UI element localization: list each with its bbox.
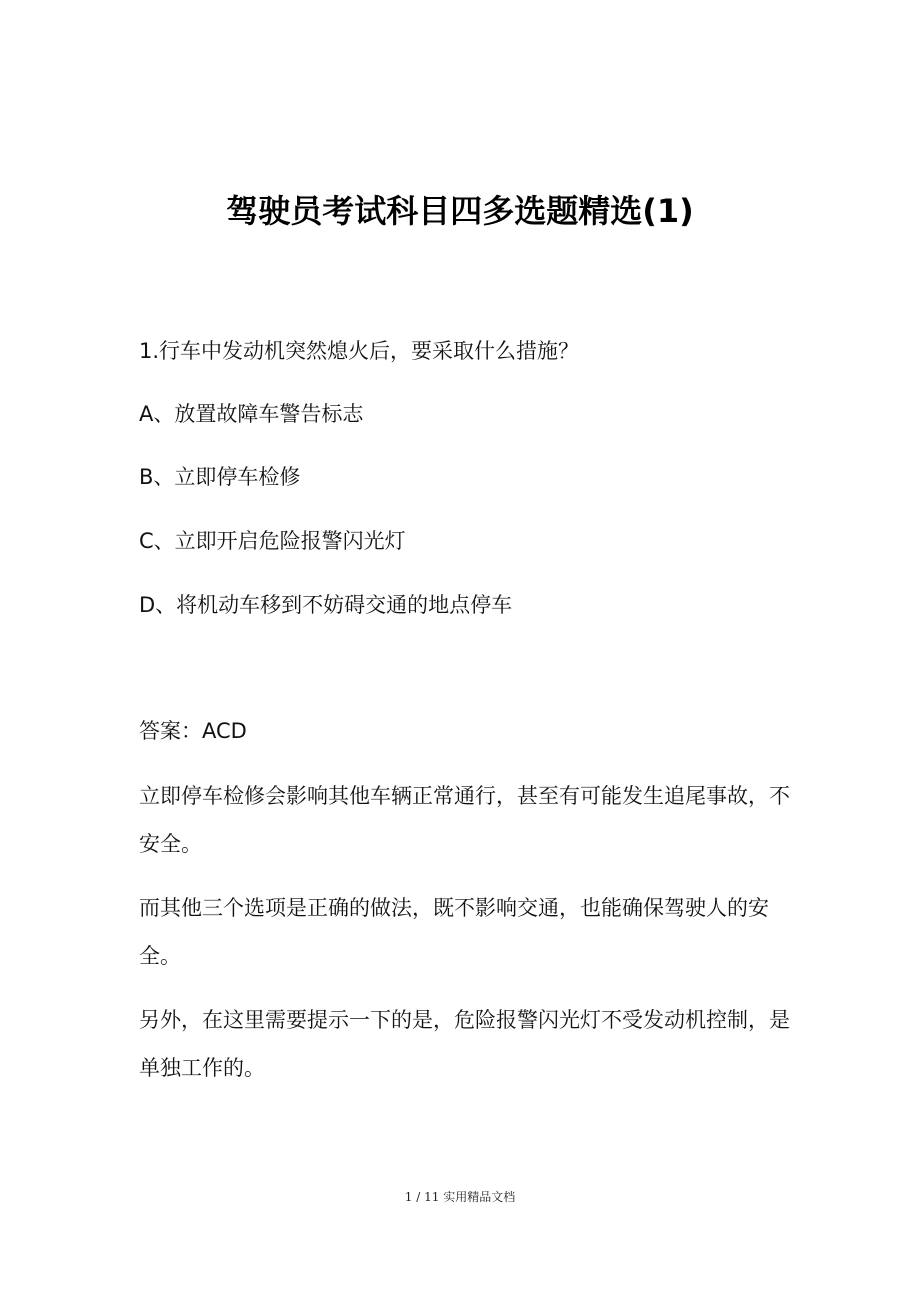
option-a: A、放置故障车警告标志 — [139, 402, 364, 426]
option-c: C、立即开启危险报警闪光灯 — [139, 529, 406, 553]
document-title: 驾驶员考试科目四多选题精选(1) — [226, 192, 694, 230]
answer-text: 答案：ACD — [139, 719, 247, 743]
page-footer: 1 / 11 实用精品文档 — [404, 1190, 516, 1204]
question-text: 1.行车中发动机突然熄火后，要采取什么措施？ — [139, 339, 580, 363]
explanation-paragraph-1: 立即停车检修会影响其他车辆正常通行，甚至有可能发生追尾事故，不安全。 — [139, 784, 790, 856]
explanation-paragraph-2: 而其他三个选项是正确的做法，既不影响交通，也能确保驾驶人的安全。 — [139, 896, 769, 968]
option-d: D、将机动车移到不妨碍交通的地点停车 — [139, 593, 513, 617]
explanation-paragraph-3: 另外，在这里需要提示一下的是，危险报警闪光灯不受发动机控制，是单独工作的。 — [139, 1008, 790, 1080]
option-b: B、立即停车检修 — [139, 465, 301, 489]
